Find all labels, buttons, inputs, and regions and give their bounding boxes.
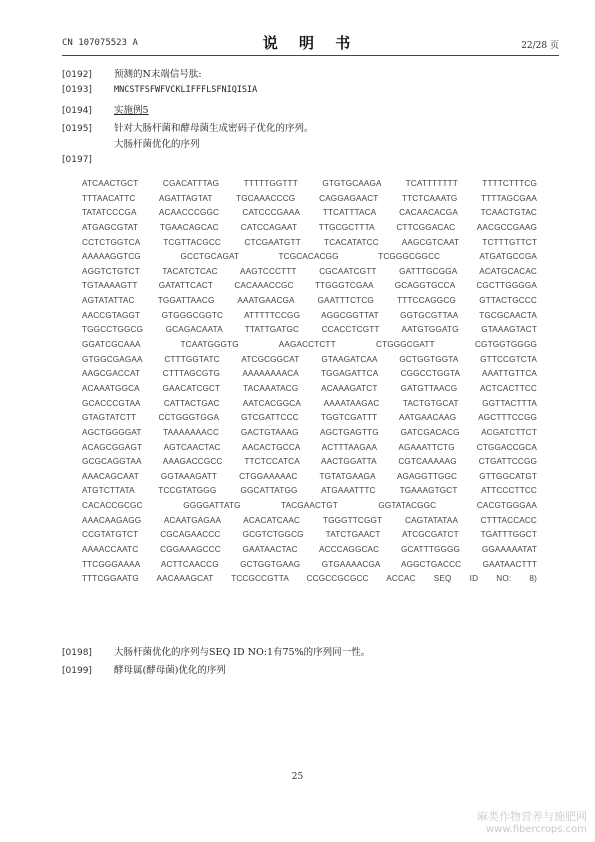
paragraph-0192 [62, 66, 202, 80]
sequence-line: CCTCTGGTCA TCGTTACGCC CTCGAATGTT TCACATATCC AAGCGTCAAT TCTTTGTTCT [82, 237, 537, 247]
paragraph-text: 针对大肠杆菌和酵母菌生成密码子优化的序列。 [114, 123, 314, 134]
sequence-line: ATGTCTTATA TCCGTATGGG GGCATTATGG ATGAAATTTC TGAAAGTGCT ATTCCCTTCC [82, 486, 537, 496]
sequence-line: ACAAATGGCA GAACATCGCT TACAAATACG ACAAAGATCT GATGTTAACG ACTCACTTCC [82, 383, 537, 393]
sequence-line: AGTATATTAC TGGATTAACG AAATGAACGA GAATTTCTCG TTTCCAGGCG GTTACTGCCC [82, 296, 537, 306]
sequence-line: GTAGTATCTT CCTGGGTGGA GTCGATTCCC TGGTCGATTT AATGAACAAG AGCTTTCCGG [82, 413, 537, 423]
sequence-line: AAAACCAATC CGGAAAGCCC GAATAACTAC ACCCAGGCAC GCATTTGGGG GGAAAAATAT [82, 545, 537, 555]
paragraph-text: 预测的N末端信号肽: [114, 69, 202, 80]
paragraph-0198 [62, 644, 370, 658]
paragraph-number: [0193] [62, 85, 92, 95]
paragraph-0199 [62, 662, 226, 676]
page-indicator: 22/28 页 [521, 41, 559, 51]
sequence-line: GTGGCGAGAA CTTTGGTATC ATCGCGGCAT GTAAGATCAA GCTGGTGGTA GTTCCGTCTA [82, 354, 537, 364]
sequence-line: AAACAGCAAT GGTAAAGATT CTGGAAAAAC TGTATGAAGA AGAGGTTGGC GTTGGCATGT [82, 471, 537, 481]
sequence-line: ATCAACTGCT CGACATTTAG TTTTTGGTTT GTGTGCAAGA TCATTTTTTT TTTTCTTTCG [82, 179, 537, 188]
sequence-line: TGGCCTGGCG GCAGACAATA TTATTGATGC CCACCTCGTT AATGTGGATG GTAAAGTACT [82, 325, 537, 335]
sequence-line: AGCTGGGGAT TAAAAAAACC GACTGTAAAG AGCTGAGTTG GATCGACACG ACGATCTTCT [82, 427, 537, 437]
sequence-line: AAACAAGAGG ACAATGAGAA ACACATCAAC TGGGTTCGGT CAGTATATAA CTTTACCACC [82, 515, 537, 525]
paragraph-number: [0197] [62, 155, 92, 165]
watermark-url: www.fibercrops.com [485, 824, 587, 835]
paragraph-0195 [62, 120, 314, 134]
example-heading: 实施例5 [114, 105, 149, 116]
sequence-line: CCGTATGTCT CGCAGAACCC GCGTCTGGCG TATCTGAACT ATCGCGATCT TGATTTGGCT [82, 530, 537, 540]
page-number: 25 [291, 772, 304, 782]
sequence-line: ACAGCGGAGT AGTCAACTAC AACACTGCCA ACTTTAAGAA AGAAATTCTG CTGGACCGCA [82, 442, 537, 452]
sequence-line: GCACCCGTAA CATTACTGAC AATCACGGCA AAAATAAGAC TACTGTGCAT GGTTACTTTA [82, 398, 537, 408]
sequence-line: TTTAACATTC AGATTAGTAT TGCAAACCCG CAGGAGAACT TTCTCAAATG TTTTAGCGAA [82, 193, 537, 203]
document-title: 说 明 书 [262, 34, 359, 52]
paragraph-number: [0199] [62, 666, 92, 676]
paragraph-text: 大肠杆菌优化的序列与SEQ ID NO:1有75%的序列同一性。 [114, 647, 371, 658]
sequence-line: GCGCAGGTAA AAAGACCGCC TTCTCCATCA AACTGGATTA CGTCAAAAAG CTGATTCCGG [82, 457, 537, 467]
dna-sequence-block [82, 177, 537, 587]
header-rule [62, 55, 559, 56]
paragraph-text: 酵母属(酵母菌)优化的序列 [114, 665, 226, 676]
watermark-site-name: 麻类作物营养与施肥网 [477, 810, 587, 823]
paragraph-number: [0195] [62, 124, 92, 134]
sequence-line: ATGAGCGTAT TGAACAGCAC CATCCAGAAT TTGCGCTTTA CTTCGGACAC AACGCCGAAG [82, 222, 537, 232]
site-watermark [477, 808, 587, 835]
sequence-line: CACACCGCGC GGGGATTATG TACGAACTGT GGTATACGGC CACGTGGGAA [82, 501, 537, 511]
sequence-line: AAAAAGGTCG GCCTGCAGAT TCGCACACGG TCGGGCGGCC ATGATGCCGA [82, 252, 537, 262]
paragraph-0197 [62, 154, 114, 168]
paragraph-number: [0192] [62, 70, 92, 80]
page-header [62, 32, 559, 56]
paragraph-number: [0194] [62, 106, 92, 116]
paragraph-0194 [62, 102, 149, 116]
sequence-line: GGATCGCAAA TCAATGGGTG AAGACCTCTT CTGGGCGATT CGTGGTGGGG [82, 340, 537, 350]
paragraph-number: [0198] [62, 648, 92, 658]
patent-number: CN 107075523 A [62, 38, 138, 48]
ecoli-sequence-heading: 大肠杆菌优化的序列 [114, 139, 200, 150]
sequence-line: AACCGTAGGT GTGGGCGGTC ATTTTTCCGG AGGCGGTTAT GGTGCGTTAA TGCGCAACTA [82, 310, 537, 320]
sequence-line: TTCGGGAAAA ACTTCAACCG GCTGGTGAAG GTGAAAACGA AGGCTGACCC GAATAACTTT [82, 559, 537, 569]
paragraph-0196 [62, 136, 200, 150]
sequence-line: TGTAAAAGTT GATATTCACT CACAAACCGC TTGGGTCGAA GCAGGTGCCA CGCTTGGGGA [82, 281, 537, 291]
sequence-line: TTTCGGAATG AACAAAGCAT TCCGCCGTTA CCGCCGCGCC ACCAC SEQ ID NO: 8) [82, 574, 537, 584]
signal-peptide-sequence: MNCSTFSFWFVCKLIFFFLSFNIQISIA [114, 85, 258, 95]
paragraph-0193 [62, 84, 257, 98]
sequence-line: TATATCCCGA ACAACCCGGC CATCCCGAAA TTCATTTACA CACAACACGA TCAACTGTAC [82, 208, 537, 218]
sequence-line: AAGCGACCAT CTTTAGCGTG AAAAAAAACA TGGAGATTCA CGGCCTGGTA AAATTGTTCA [82, 369, 537, 379]
sequence-line: AGGTCTGTCT TACATCTCAC AAGTCCCTTT CGCAATCGTT GATTTGCGGA ACATGCACAC [82, 266, 537, 276]
